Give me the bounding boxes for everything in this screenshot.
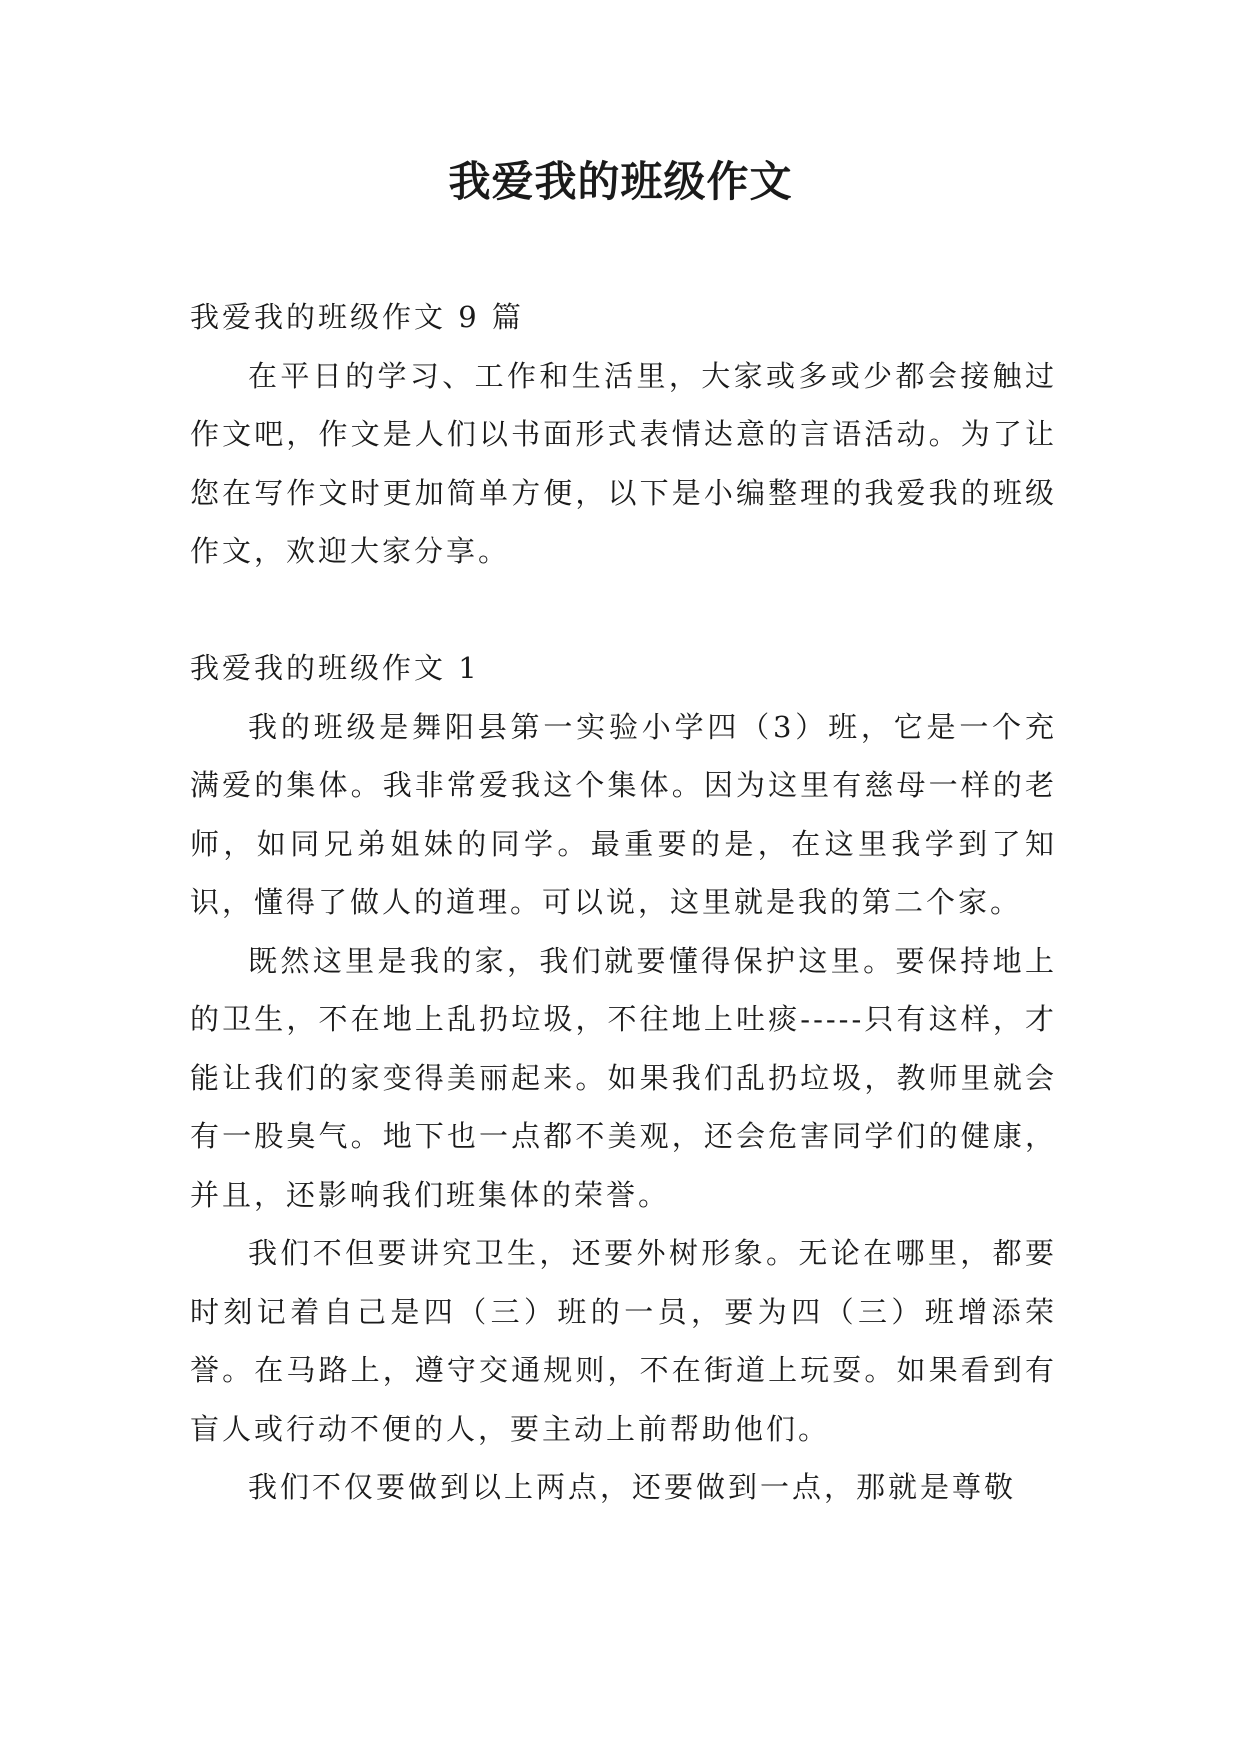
body-paragraph: 我们不但要讲究卫生，还要外树形象。无论在哪里，都要时刻记着自己是四（三）班的一员，要为四（三）班增添荣誉。在马路上，遵守交通规则，不在街道上玩耍。如果看到有盲人或行动不便的人，要主动上前帮助他们。: [190, 1236, 1057, 1446]
body-paragraph: 我们不仅要做到以上两点，还要做到一点，那就是尊敬: [248, 1470, 1017, 1504]
page-title: 我爱我的班级作文: [448, 157, 793, 206]
body-paragraph: 既然这里是我的家，我们就要懂得保护这里。要保持地上的卫生，不在地上乱扔垃圾，不往地上吐痰-----只有这样，才能让我们的家变得美丽起来。如果我们乱扔垃圾，教师里就会有一股臭气。地下也一点都不美观，还会危害同学们的健康，并且，还影响我们班集体的荣誉。: [190, 943, 1057, 1212]
intro-paragraph: 在平日的学习、工作和生活里，大家或多或少都会接触过作文吧，作文是人们以书面形式表情达意的言语活动。为了让您在写作文时更加简单方便，以下是小编整理的我爱我的班级作文，欢迎大家分享。: [190, 358, 1057, 568]
collection-subtitle: 我爱我的班级作文 9 篇: [190, 300, 524, 334]
section-heading: 我爱我的班级作文 1: [190, 651, 480, 685]
body-paragraph: 我的班级是舞阳县第一实验小学四（3）班，它是一个充满爱的集体。我非常爱我这个集体。因为这里有慈母一样的老师，如同兄弟姐妹的同学。最重要的是，在这里我学到了知识，懂得了做人的道理。可以说，这里就是我的第二个家。: [190, 709, 1057, 919]
document-body: [190, 288, 1057, 1517]
section-spacer: [190, 581, 1057, 640]
